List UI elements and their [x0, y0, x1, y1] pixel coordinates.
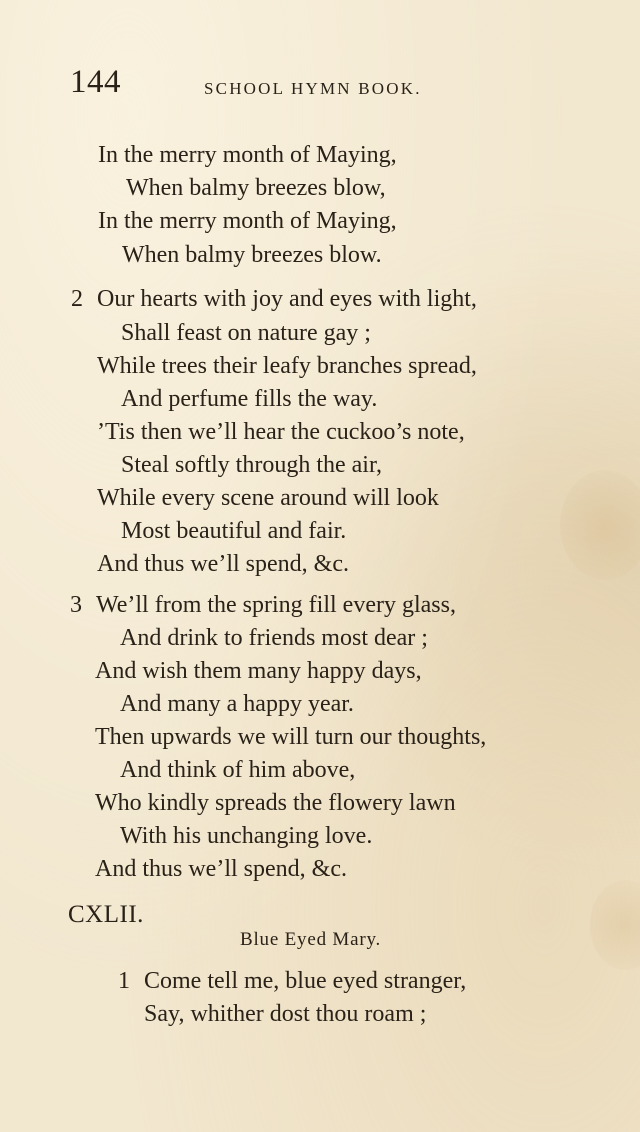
verse-number: 2 — [71, 286, 83, 312]
page-number: 144 — [70, 64, 121, 100]
verse-line: We’ll from the spring fill every glass, — [96, 592, 456, 618]
verse-line: Who kindly spreads the flowery lawn — [95, 790, 456, 816]
running-head: SCHOOL HYMN BOOK. — [204, 79, 422, 98]
paper-stain — [590, 880, 640, 970]
verse-line: Most beautiful and fair. — [121, 518, 347, 544]
verse-line: And thus we’ll spend, &c. — [95, 856, 347, 882]
verse-line: And wish them many happy days, — [95, 658, 422, 684]
paper-stain — [560, 470, 640, 580]
verse-line: Say, whither dost thou roam ; — [144, 1001, 427, 1027]
verse-line: While trees their leafy branches spread, — [97, 353, 477, 379]
verse-line: Come tell me, blue eyed stranger, — [144, 968, 467, 994]
verse-line: And think of him above, — [120, 757, 356, 783]
verse-line: With his unchanging love. — [120, 823, 373, 849]
page-header — [70, 62, 570, 106]
verse-line: In the merry month of Maying, — [98, 208, 397, 234]
verse-line: And perfume fills the way. — [121, 386, 378, 412]
verse-line: When balmy breezes blow, — [126, 175, 386, 201]
verse-line: Shall feast on nature gay ; — [121, 320, 371, 346]
verse-line: Our hearts with joy and eyes with light, — [97, 286, 477, 312]
verse-line: And drink to friends most dear ; — [120, 625, 428, 651]
hymn-number: CXLII. — [68, 901, 144, 928]
verse-number: 1 — [118, 968, 130, 994]
verse-line: While every scene around will look — [97, 485, 439, 511]
verse-line: ’Tis then we’ll hear the cuckoo’s note, — [97, 419, 465, 445]
verse-line: Steal softly through the air, — [121, 452, 382, 478]
verse-line: Then upwards we will turn our thoughts, — [95, 724, 487, 750]
verse-line: In the merry month of Maying, — [98, 142, 397, 168]
verse-line: And thus we’ll spend, &c. — [97, 551, 349, 577]
verse-line: And many a happy year. — [120, 691, 354, 717]
verse-line: When balmy breezes blow. — [122, 242, 382, 268]
hymn-title: Blue Eyed Mary. — [240, 929, 382, 950]
verse-number: 3 — [70, 592, 82, 618]
